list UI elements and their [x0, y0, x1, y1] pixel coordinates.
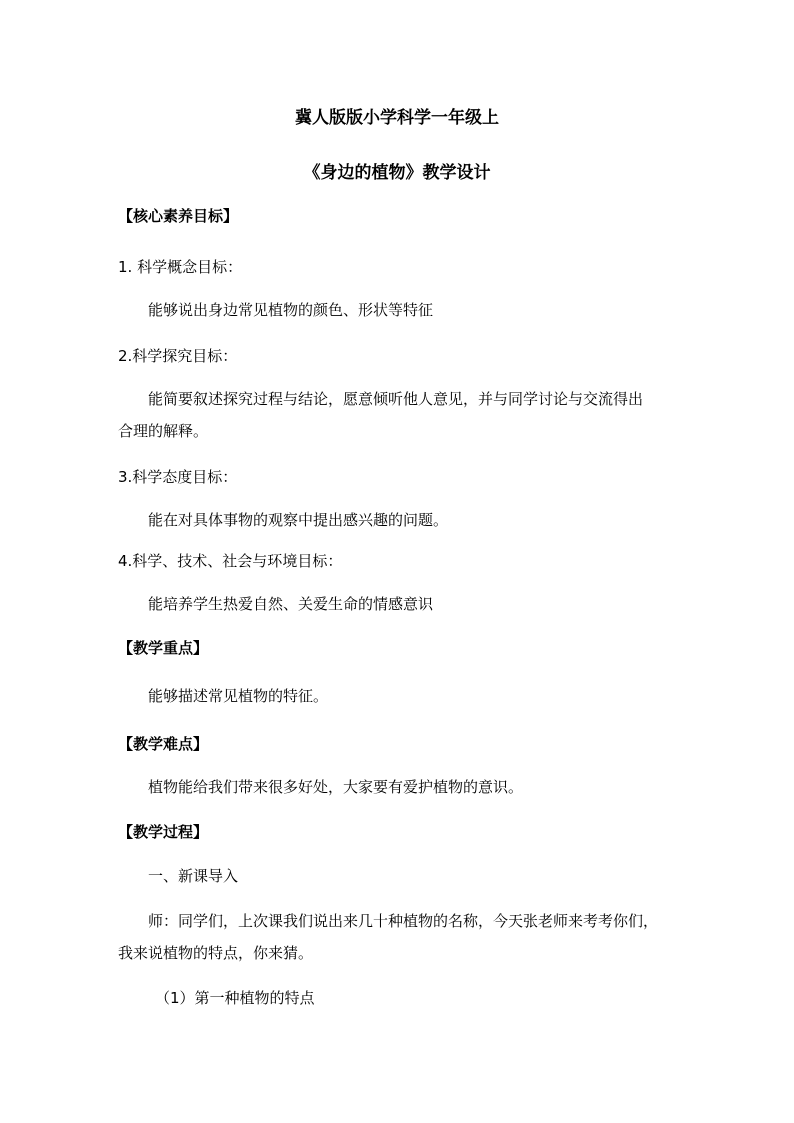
goal2-text-line2: 合理的解释。 [118, 422, 209, 440]
goal1-text: 能够说出身边常见植物的颜色、形状等特征 [148, 301, 434, 319]
section-heading-key-points: 【教学重点】 [118, 639, 209, 657]
goal3-text: 能在对具体事物的观察中提出感兴趣的问题。 [148, 511, 449, 529]
goal4-heading: 4.科学、技术、社会与环境目标： [118, 552, 343, 570]
key-points-text: 能够描述常见植物的特征。 [148, 687, 329, 705]
process-para-line2: 我来说植物的特点，你来猜。 [118, 944, 314, 962]
goal3-heading: 3.科学态度目标： [118, 468, 238, 486]
section-heading-difficulties: 【教学难点】 [118, 735, 209, 753]
process-item-1: （1）第一种植物的特点 [155, 989, 315, 1007]
process-para-line1: 师：同学们，上次课我们说出来几十种植物的名称，今天张老师来考考你们， [148, 912, 659, 930]
document-title: 冀人版版小学科学一年级上 [295, 108, 499, 128]
goal1-heading: 1. 科学概念目标： [118, 258, 243, 276]
section-heading-process: 【教学过程】 [118, 823, 209, 841]
goal4-text: 能培养学生热爱自然、关爱生命的情感意识 [148, 595, 434, 613]
difficulties-text: 植物能给我们带来很多好处，大家要有爱护植物的意识。 [148, 778, 524, 796]
document-subtitle: 《身边的植物》教学设计 [303, 163, 491, 183]
process-step-intro: 一、新课导入 [148, 867, 239, 885]
goal2-heading: 2.科学探究目标： [118, 347, 238, 365]
section-heading-core-goals: 【核心素养目标】 [118, 207, 239, 225]
goal2-text-line1: 能简要叙述探究过程与结论，愿意倾听他人意见，并与同学讨论与交流得出 [148, 390, 644, 408]
